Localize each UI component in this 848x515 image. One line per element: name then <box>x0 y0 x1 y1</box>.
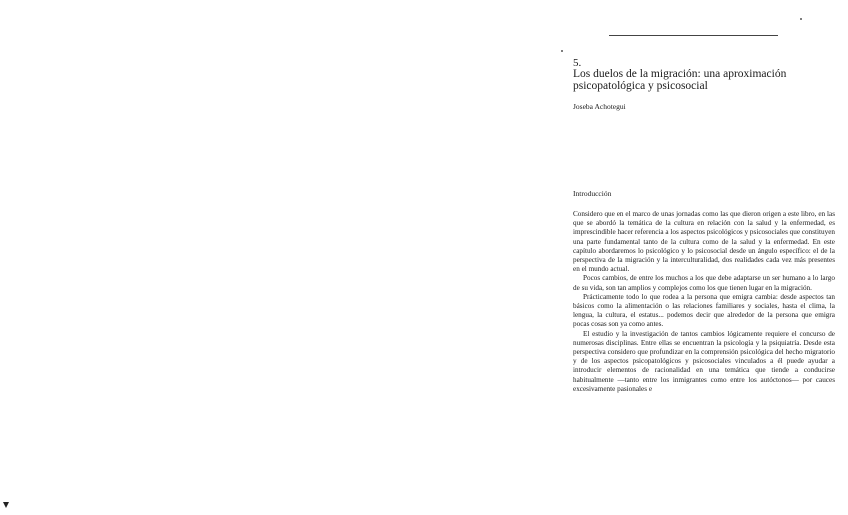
mouse-cursor-icon <box>3 502 9 508</box>
paragraph: Pocos cambios, de entre los muchos a los que debe adaptarse un ser humano a lo largo de su vida, son tan amplios y complejos como los que tienen lugar en la migración. <box>573 274 835 292</box>
right-page <box>540 0 848 515</box>
section-heading: Introducción <box>573 189 612 198</box>
paragraph: Prácticamente todo lo que rodea a la persona que emigra cambia: desde aspectos tan básicos como la alimentación o las relaciones familiares y sociales, hasta el clima, la lengua, la cultura, el estatus... podemos decir que alrededor de la persona que emigra pocas cosas son ya como antes. <box>573 292 835 329</box>
paragraph: El estudio y la investigación de tantos cambios lógicamente requiere el concurso de numerosas disciplinas. Entre ellas se encuentran la psicología y la psiquiatría. Desde esta perspectiva considero que profundizar en la comprensión psicológica del hecho migratorio y de los aspectos psicopatológicos y psicosociales vinculados a él puede ayudar a introducir elementos de racionalidad en una temática que tiende a conducirse habitualmente —tanto entre los inmigrantes como entre los autóctonos— por cauces excesivamente pasionales e <box>573 329 835 393</box>
chapter-title <box>573 68 843 92</box>
chapter-number: 5. <box>573 57 582 69</box>
body-text <box>573 210 835 394</box>
chapter-title-line: psicopatológica y psicosocial <box>573 80 708 92</box>
page-speck <box>561 50 563 52</box>
paragraph: Considero que en el marco de unas jornadas como las que dieron origen a este libro, en las que se abordó la temática de la cultura en relación con la salud y la enfermedad, es imprescindible hacer referencia a los aspectos psicológicos y psicosociales que constituyen una parte fundamental tanto de la cultura como de la salud y la enfermedad. En este capítulo abordaremos lo psicológico y lo psicosocial desde un ángulo específico: el de la perspectiva de la migración y la interculturalidad, dos realidades cada vez más presentes en el mundo actual. <box>573 210 835 274</box>
author-name: Joseba Achotegui <box>573 102 626 111</box>
chapter-title-line: Los duelos de la migración: una aproximación <box>573 68 787 80</box>
header-rule <box>609 35 778 36</box>
page-speck <box>800 18 802 20</box>
